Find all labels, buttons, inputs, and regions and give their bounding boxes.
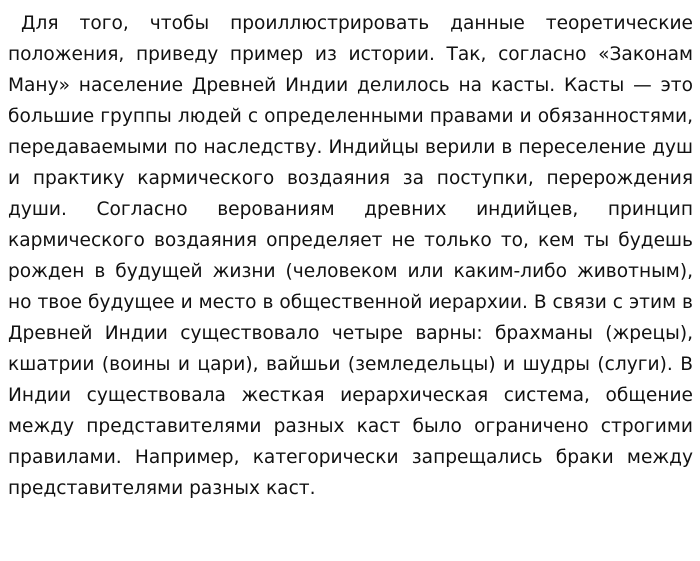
document-body bbox=[8, 8, 693, 504]
body-paragraph: Для того, чтобы проиллюстрировать данные теоретические положения, приведу пример из истории. Так, согласно «Законам Ману» население Древней Индии делилось на касты. Касты — это большие группы людей с определенными правами и обязанностями, передаваемыми по наследству. Индийцы верили в переселение душ и практику кармического воздаяния за поступки, перерождения души. Согласно верованиям древних индийцев, принцип кармического воздаяния определяет не только то, кем ты будешь рожден в будущей жизни (человеком или каким-либо животным), но твое будущее и место в общественной иерархии. В связи с этим в Древней Индии существовало четыре варны: брахманы (жрецы), кшатрии (воины и цари), вайшьи (земледельцы) и шудры (слуги). В Индии существовала жесткая иерархическая система, общение между представителями разных каст было ограничено строгими правилами. Например, категорически запрещались браки между представителями разных каст. bbox=[8, 13, 693, 499]
